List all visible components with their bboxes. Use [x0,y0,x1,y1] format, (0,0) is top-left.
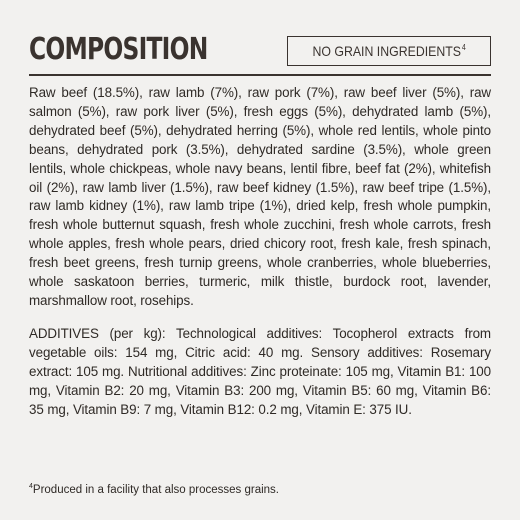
header-divider [29,74,491,76]
badge-label: NO GRAIN INGREDIENTS [312,43,461,59]
header [29,32,491,74]
badge-text [312,43,465,59]
footnote [29,479,491,498]
composition-body [29,84,491,433]
badge-footnote-marker: 4 [461,43,466,53]
footnote-marker: 4 [29,483,33,490]
no-grain-badge [287,36,491,66]
ingredients-paragraph: Raw beef (18.5%), raw lamb (7%), raw pork (7%), raw beef liver (5%), raw salmon (5%), raw pork liver (5%), fresh eggs (5%), dehydrated lamb (5%), dehydrated beef (5%), dehydrated herring (5%), whole red lentils, whole pinto beans, dehydrated pork (3.5%), dehydrated sardine (3.5%), whole green lentils, whole chickpeas, whole navy beans, lentil fibre, beef fat (2%), whitefish oil (2%), raw lamb liver (1.5%), raw beef kidney (1.5%), raw beef tripe (1.5%), raw lamb kidney (1%), raw lamb tripe (1%), dried kelp, fresh whole pumpkin, fresh whole butternut squash, fresh whole zucchini, fresh whole carrots, fresh whole apples, fresh whole pears, dried chicory root, fresh kale, fresh spinach, fresh beet greens, fresh turnip greens, whole cranberries, whole blueberries, whole saskatoon berries, turmeric, milk thistle, burdock root, lavender, marshmallow root, rosehips. [29,85,491,308]
footnote-text: Produced in a facility that also processes grains. [32,483,280,496]
additives-paragraph: ADDITIVES (per kg): Technological additives: Tocopherol extracts from vegetable oils: 154 mg, Citric acid: 40 mg. Sensory additives: Rosemary extract: 105 mg. Nutritional additives: Zinc proteinate: 105 mg, Vitamin B1: 100 mg, Vitamin B2: 20 mg, Vitamin B3: 200 mg, Vitamin B5: 60 mg, Vitamin B6: 35 mg, Vitamin B9: 7 mg, Vitamin B12: 0.2 mg, Vitamin E: 375 IU. [29,325,491,417]
page-title: COMPOSITION [29,32,208,67]
